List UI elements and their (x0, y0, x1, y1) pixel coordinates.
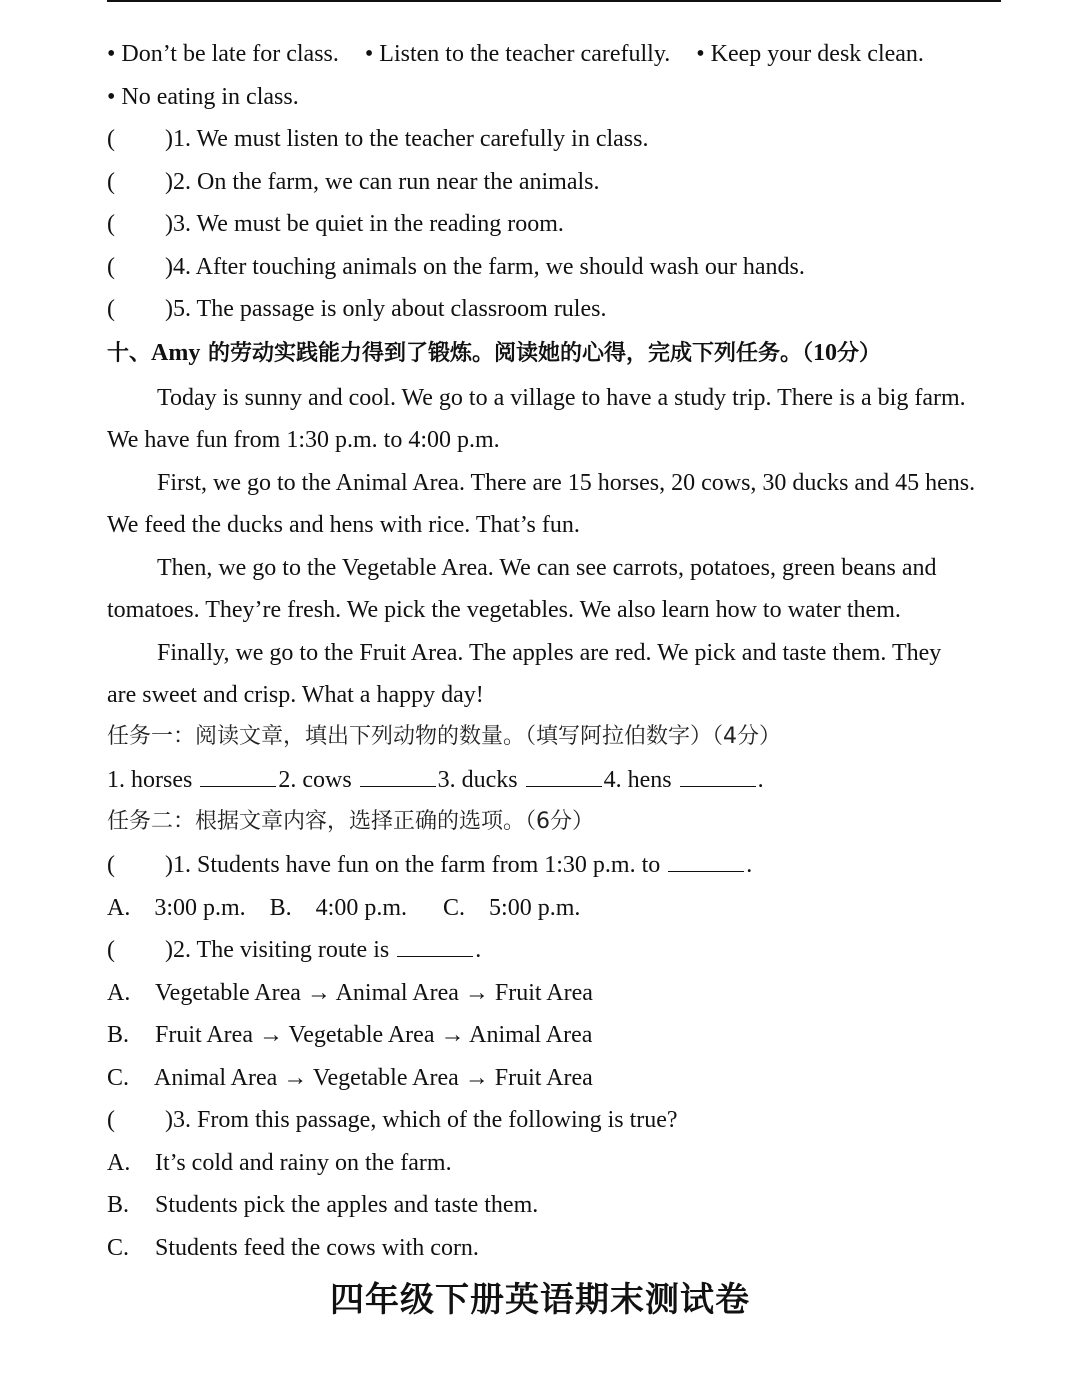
answer-paren[interactable]: ( (107, 211, 115, 237)
mc-option-2b: B. Fruit Area → Vegetable Area → Animal Area (107, 1022, 593, 1048)
question-text: )4. After touching animals on the farm, we should wash our hands. (165, 254, 805, 280)
passage-line: are sweet and crisp. What a happy day! (107, 682, 484, 708)
hens-blank[interactable] (680, 772, 756, 787)
rule-item: • No eating in class. (107, 84, 299, 110)
rule-item: • Don’t be late for class. (107, 41, 339, 67)
section-10-heading: 十、Amy 的劳动实践能力得到了锻炼。阅读她的心得，完成下列任务。（10分） (107, 340, 882, 366)
tf-question-1 (107, 127, 648, 151)
rules-row-1 (107, 42, 924, 66)
answer-paren[interactable]: ( (107, 1107, 115, 1133)
answer-paren[interactable]: ( (107, 296, 115, 322)
exam-title: 四年级下册英语期末测试卷 (330, 1280, 750, 1320)
ducks-blank[interactable] (526, 772, 602, 787)
answer-blank[interactable] (397, 942, 473, 957)
question-text: )2. On the farm, we can run near the animals. (165, 169, 600, 195)
tf-question-3 (107, 212, 564, 236)
question-text: )5. The passage is only about classroom rules. (165, 296, 607, 322)
question-text: )1. We must listen to the teacher carefully in class. (165, 126, 649, 152)
mc-option-3a: A. It’s cold and rainy on the farm. (107, 1150, 452, 1176)
passage-line: We have fun from 1:30 p.m. to 4:00 p.m. (107, 427, 500, 453)
mc-option-2a: A. Vegetable Area → Animal Area → Fruit Area (107, 980, 593, 1006)
tf-question-2 (107, 170, 600, 194)
passage-line: Finally, we go to the Fruit Area. The apples are red. We pick and taste them. They (157, 640, 942, 666)
rule-item: • Listen to the teacher carefully. (364, 41, 671, 67)
passage-line: We feed the ducks and hens with rice. That’s fun. (107, 512, 580, 538)
passage-line: First, we go to the Animal Area. There are 15 horses, 20 cows, 30 ducks and 45 hens. (157, 470, 976, 496)
answer-blank[interactable] (668, 857, 744, 872)
task-1-title: 任务一：阅读文章，填出下列动物的数量。（填写阿拉伯数字）（4分） (107, 724, 781, 749)
mc-question-1: ( )1. Students have fun on the farm from 1:30 p.m. to . (107, 852, 753, 878)
answer-paren[interactable]: ( (107, 169, 115, 195)
mc-option-3b: B. Students pick the apples and taste them. (107, 1192, 539, 1218)
answer-paren[interactable]: ( (107, 254, 115, 280)
mc-question-3: ( )3. From this passage, which of the following is true? (107, 1107, 678, 1133)
passage-line: tomatoes. They’re fresh. We pick the vegetables. We also learn how to water them. (107, 597, 901, 623)
top-rule (107, 0, 1001, 2)
mc-option-3c: C. Students feed the cows with corn. (107, 1235, 479, 1261)
answer-paren[interactable]: ( (107, 937, 115, 963)
task-1-blanks: 1. horses 2. cows 3. ducks 4. hens . (107, 767, 764, 793)
mc-question-2: ( )2. The visiting route is . (107, 937, 482, 963)
rule-item: • Keep your desk clean. (696, 41, 924, 67)
mc-question-1-options: A. 3:00 p.m. B. 4:00 p.m. C. 5:00 p.m. (107, 895, 581, 921)
tf-question-5 (107, 297, 606, 321)
answer-paren[interactable]: ( (107, 852, 115, 878)
cows-blank[interactable] (360, 772, 436, 787)
tf-question-4 (107, 255, 805, 279)
passage-line: Then, we go to the Vegetable Area. We can see carrots, potatoes, green beans and (157, 555, 937, 581)
mc-option-2c: C. Animal Area → Vegetable Area → Fruit Area (107, 1065, 593, 1091)
passage-line: Today is sunny and cool. We go to a village to have a study trip. There is a big farm. (157, 385, 966, 411)
horses-blank[interactable] (200, 772, 276, 787)
rules-row-2 (107, 85, 299, 109)
task-2-title: 任务二：根据文章内容，选择正确的选项。（6分） (107, 809, 594, 834)
answer-paren[interactable]: ( (107, 126, 115, 152)
question-text: )3. We must be quiet in the reading room. (165, 211, 564, 237)
